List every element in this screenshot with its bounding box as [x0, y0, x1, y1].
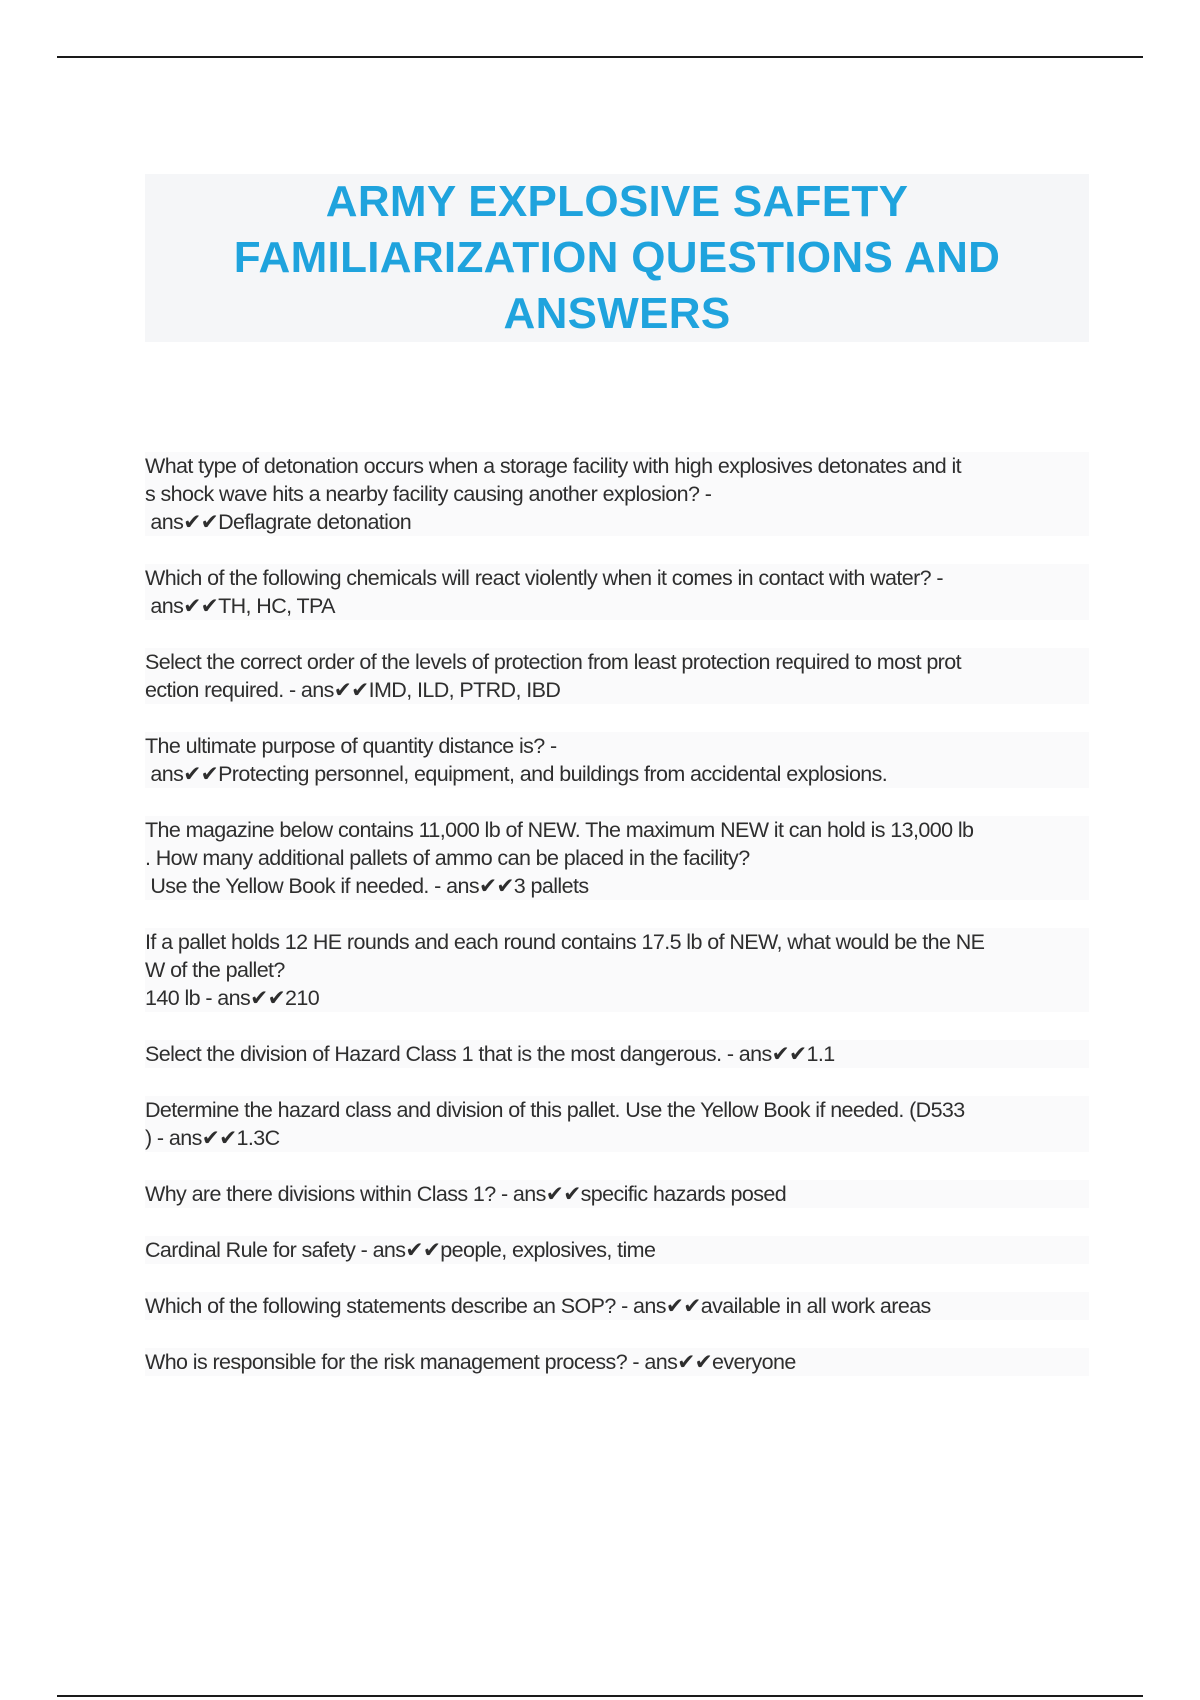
qa-item: The magazine below contains 11,000 lb of NEW. The maximum NEW it can hold is 13,000 lb . How many additional pallets of ammo can be placed in the facility? Use the Yellow Book if needed. - ans✔✔3 pallets: [145, 816, 1089, 900]
document-title: ARMY EXPLOSIVE SAFETY FAMILIARIZATION QUESTIONS AND ANSWERS: [233, 177, 1001, 338]
top-rule: [57, 56, 1143, 58]
bottom-rule: [57, 1695, 1143, 1697]
qa-item: Why are there divisions within Class 1? - ans✔✔specific hazards posed: [145, 1180, 1089, 1208]
qa-item: If a pallet holds 12 HE rounds and each round contains 17.5 lb of NEW, what would be the NE W of the pallet? 140 lb - ans✔✔210: [145, 928, 1089, 1012]
qa-item: Determine the hazard class and division of this pallet. Use the Yellow Book if needed. (D533 ) - ans✔✔1.3C: [145, 1096, 1089, 1152]
qa-item: Which of the following statements describe an SOP? - ans✔✔available in all work areas: [145, 1292, 1089, 1320]
qa-item: Cardinal Rule for safety - ans✔✔people, explosives, time: [145, 1236, 1089, 1264]
qa-item: What type of detonation occurs when a storage facility with high explosives detonates and it s shock wave hits a nearby facility causing another explosion? - ans✔✔Deflagrate detonation: [145, 452, 1089, 536]
qa-item: The ultimate purpose of quantity distance is? - ans✔✔Protecting personnel, equipment, and buildings from accidental explosions.: [145, 732, 1089, 788]
title-banner: [145, 174, 1089, 342]
qa-item: Select the correct order of the levels of protection from least protection required to most prot ection required. - ans✔✔IMD, ILD, PTRD, IBD: [145, 648, 1089, 704]
qa-item: Who is responsible for the risk management process? - ans✔✔everyone: [145, 1348, 1089, 1376]
qa-item: Which of the following chemicals will react violently when it comes in contact with water? - ans✔✔TH, HC, TPA: [145, 564, 1089, 620]
qa-item: Select the division of Hazard Class 1 that is the most dangerous. - ans✔✔1.1: [145, 1040, 1089, 1068]
qa-list: [145, 452, 1089, 1404]
